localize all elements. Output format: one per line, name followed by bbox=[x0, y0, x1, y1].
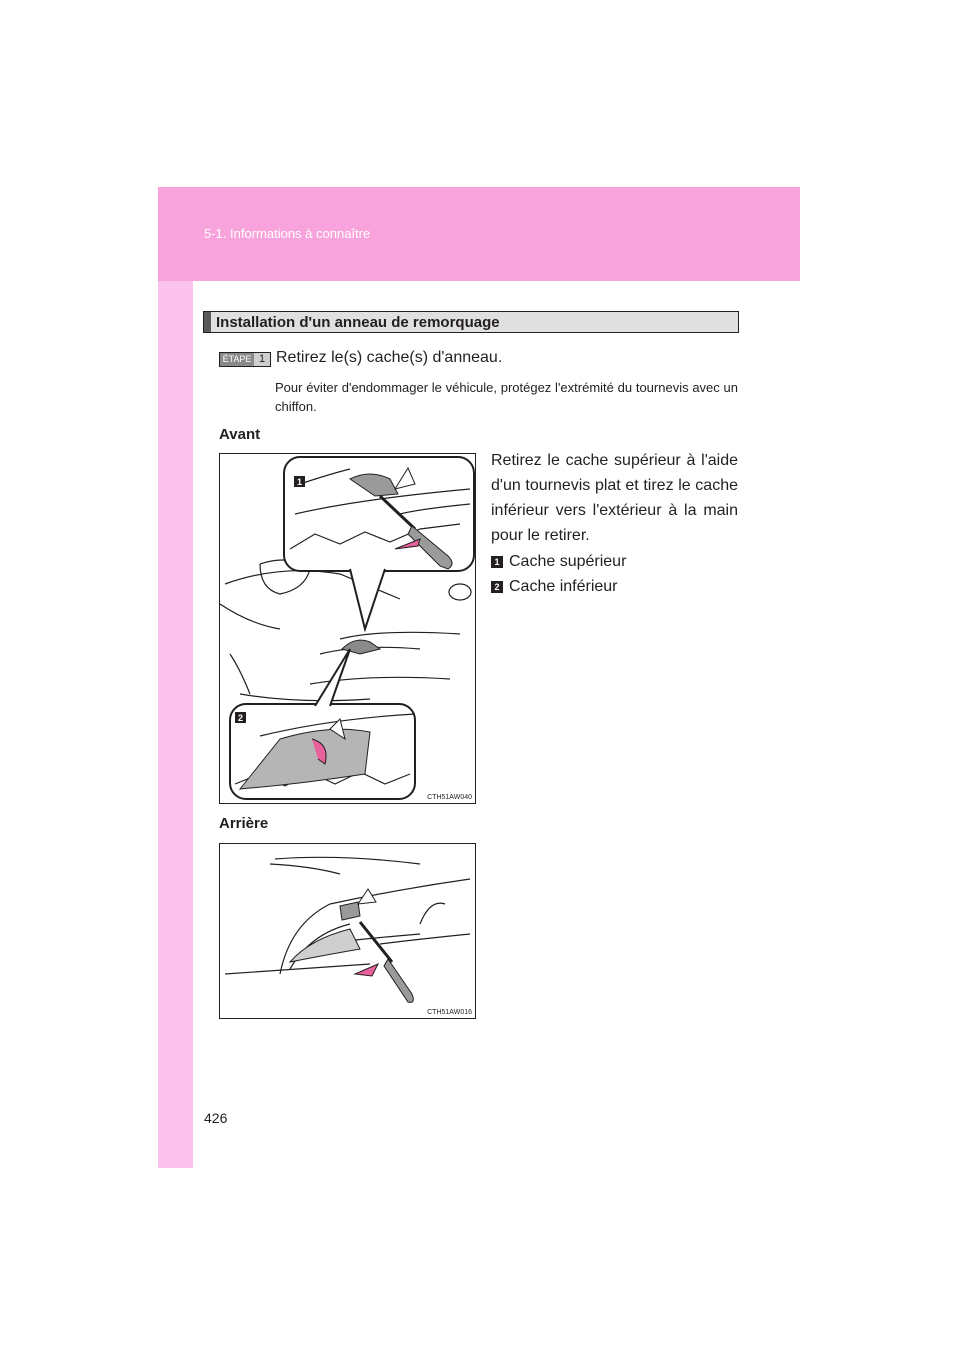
legend-label-1: Cache supérieur bbox=[509, 553, 627, 570]
section-heading bbox=[203, 311, 739, 333]
breadcrumb: 5-1. Informations à connaître bbox=[204, 226, 371, 241]
step-badge bbox=[219, 352, 271, 367]
legend-item-2 bbox=[491, 578, 618, 596]
legend-number-2: 2 bbox=[491, 581, 503, 593]
section-heading-bar bbox=[204, 312, 211, 332]
legend-number-1: 1 bbox=[491, 556, 503, 568]
svg-text:1: 1 bbox=[296, 477, 303, 487]
legend-label-2: Cache inférieur bbox=[509, 578, 618, 595]
front-illustration bbox=[220, 454, 475, 803]
front-figure bbox=[219, 453, 476, 804]
front-heading: Avant bbox=[219, 426, 261, 443]
legend-item-1 bbox=[491, 553, 626, 571]
step-title: Retirez le(s) cache(s) d'anneau. bbox=[276, 349, 503, 366]
step-note: Pour éviter d'endommager le véhicule, protégez l'extrémité du tournevis avec un chiffon. bbox=[275, 380, 738, 414]
front-figure-code: CTH51AW040 bbox=[427, 794, 472, 801]
step-badge-number: 1 bbox=[258, 353, 266, 365]
rear-heading: Arrière bbox=[219, 815, 269, 832]
front-description: Retirez le cache supérieur à l'aide d'un tournevis plat et tirez le cache inférieur vers l'extérieur à la main pour le retirer. bbox=[491, 452, 738, 544]
side-strip bbox=[158, 281, 193, 1168]
rear-illustration bbox=[220, 844, 475, 1018]
step-badge-label: ÉTAPE bbox=[220, 353, 254, 366]
section-title: Installation d'un anneau de remorquage bbox=[216, 314, 500, 331]
rear-figure bbox=[219, 843, 476, 1019]
rear-figure-code: CTH51AW016 bbox=[427, 1009, 472, 1016]
svg-text:2: 2 bbox=[237, 713, 244, 723]
page-number: 426 bbox=[204, 1110, 228, 1126]
